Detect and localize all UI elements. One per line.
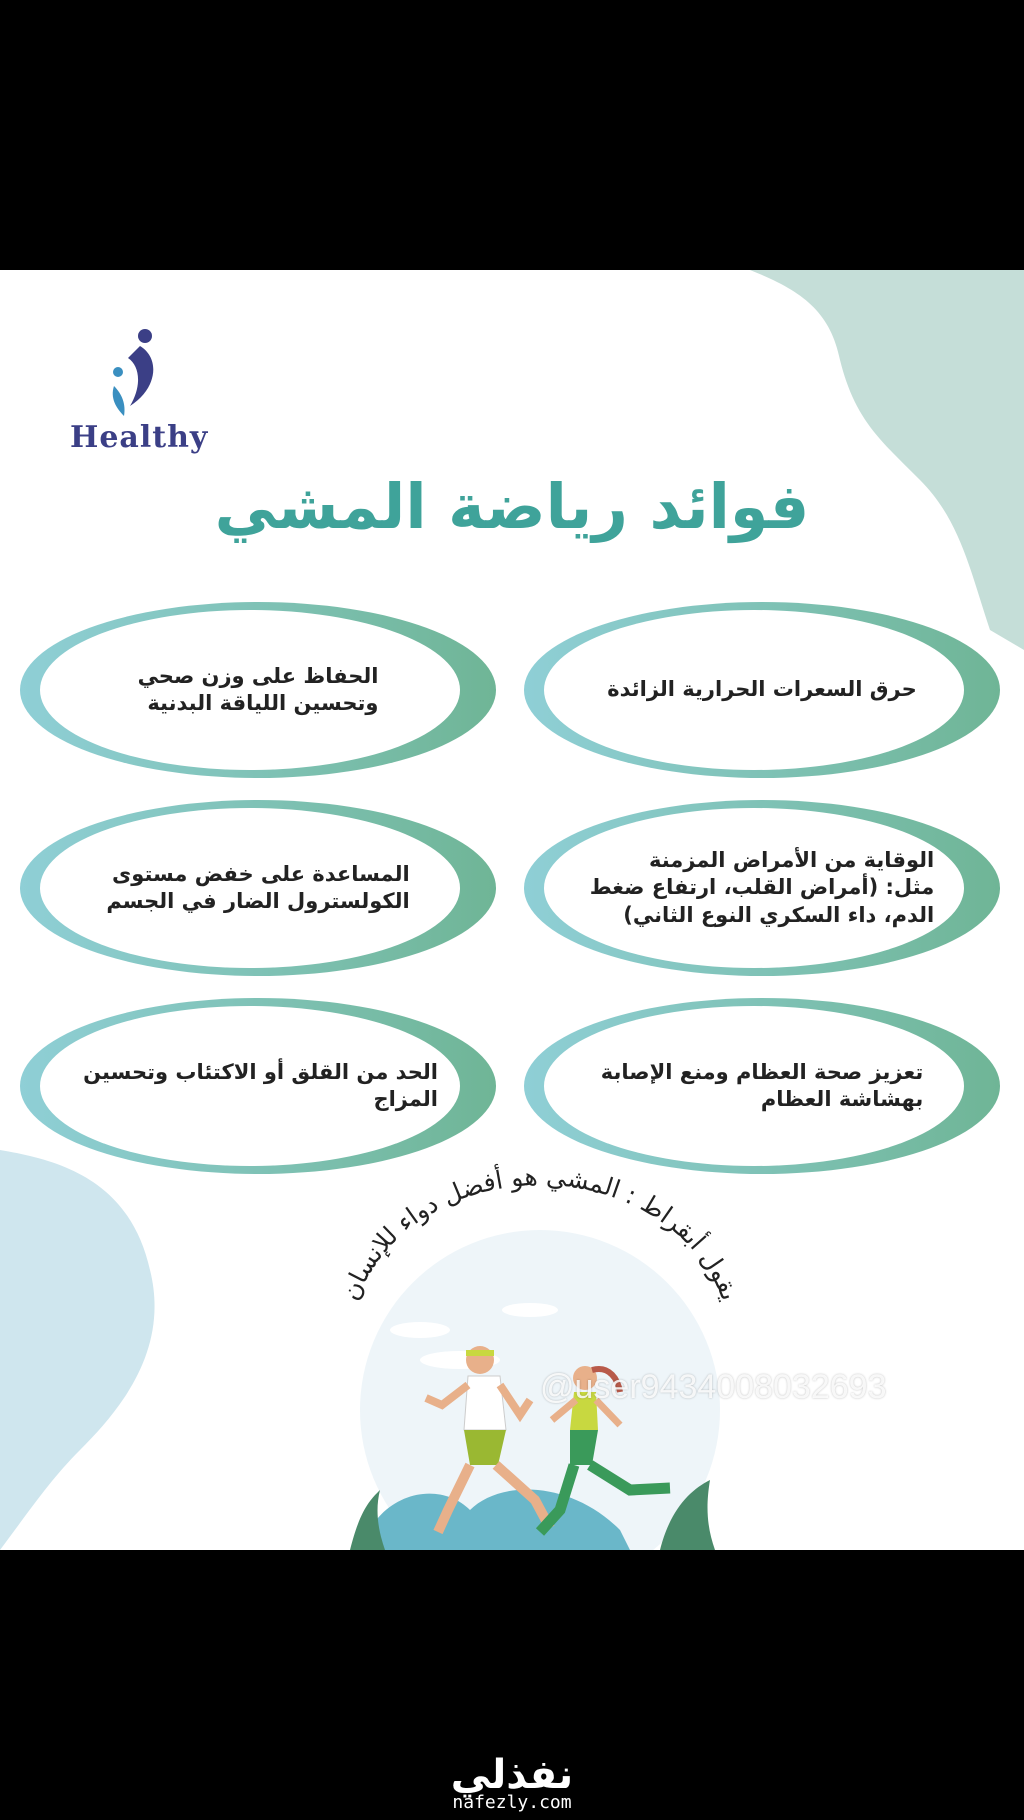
user-watermark: @user9434008032693	[540, 1368, 887, 1406]
benefit-text: الحد من القلق أو الاكتئاب وتحسين المزاج	[83, 1059, 438, 1111]
benefit-card-cholesterol	[18, 798, 498, 978]
bottom-left-blob	[0, 1150, 180, 1550]
benefit-text: المساعدة على خفض مستوى الكولسترول الضار في الجسم	[106, 861, 410, 913]
benefit-card-chronic-diseases	[522, 798, 1002, 978]
page-title: فوائد رياضة المشي	[214, 470, 810, 543]
logo-wordmark: Healthy	[70, 420, 209, 455]
brand-arabic: نفذلي	[450, 1752, 574, 1798]
benefit-text: تعزيز صحة العظام ومنع الإصابة بهشاشة العظام	[600, 1059, 924, 1111]
person-logo-icon	[70, 328, 200, 418]
nafezly-brand	[0, 1752, 1024, 1813]
benefit-text: الحفاظ على وزن صحي وتحسين اللياقة البدنية	[137, 663, 379, 715]
hippocrates-quote	[300, 1161, 780, 1350]
benefit-text: الوقاية من الأمراض المزمنة مثل: (أمراض القلب، ارتفاع ضغط الدم، داء السكري النوع الثاني)	[589, 848, 935, 927]
benefit-card-calories	[522, 600, 1002, 780]
benefit-card-bones	[522, 996, 1002, 1176]
top-right-blob	[740, 270, 1024, 650]
benefit-card-weight	[18, 600, 498, 780]
healthy-logo	[70, 328, 210, 458]
benefit-card-mood	[18, 996, 498, 1176]
benefit-text: حرق السعرات الحرارية الزائدة	[607, 677, 917, 702]
quote-text: يقول أبقراط : المشي هو أفضل دواء للإنسان	[335, 1161, 745, 1305]
poster	[0, 270, 1024, 1550]
brand-domain: nafezly.com	[452, 1792, 572, 1813]
svg-text:يقول أبقراط : المشي هو أفضل دو	[335, 1162, 744, 1304]
